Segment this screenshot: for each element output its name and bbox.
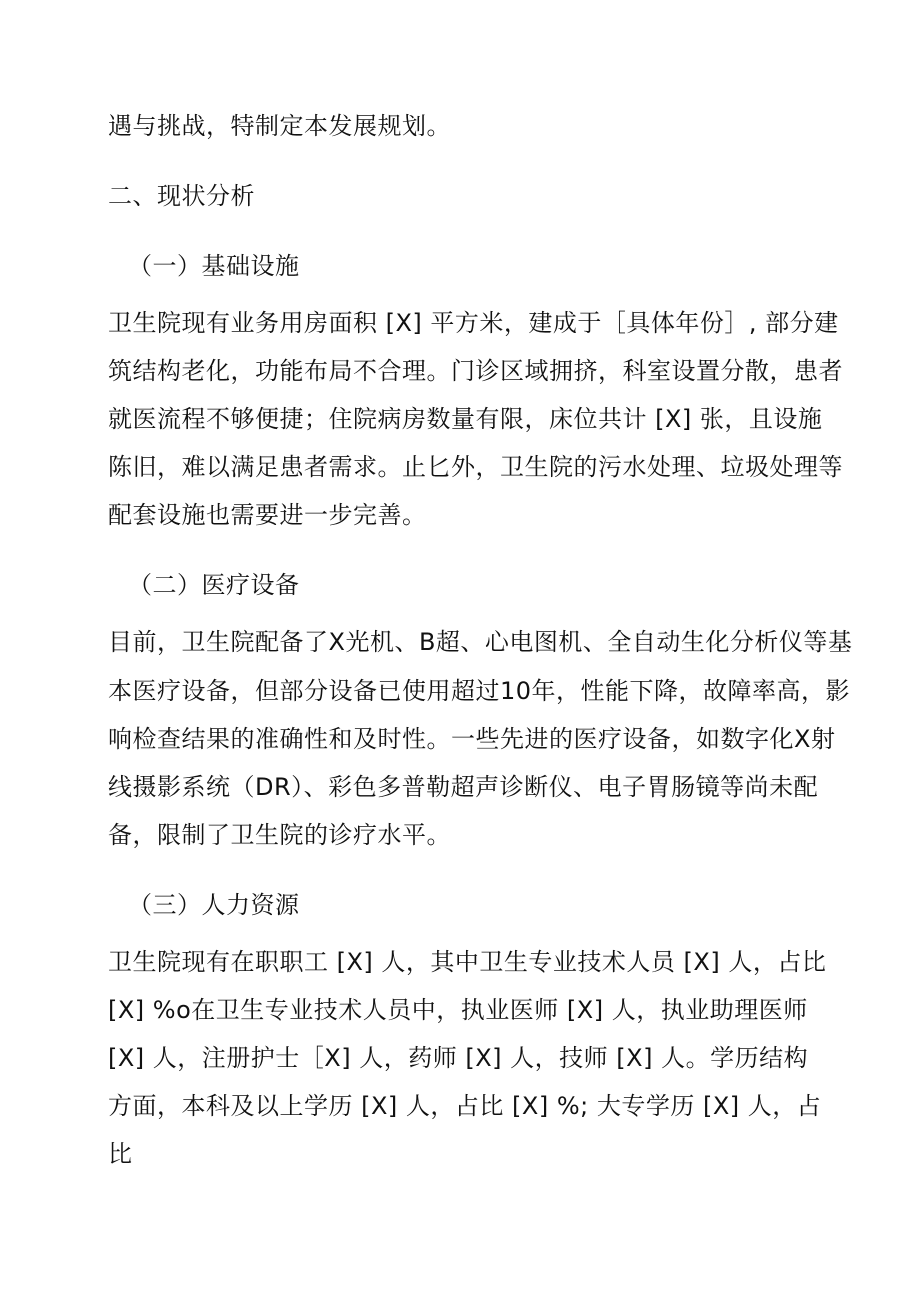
paragraph-line: 陈旧，难以满足患者需求。止匕外，卫生院的污水处理、垃圾处理等 <box>108 453 843 481</box>
paragraph-line: 响检查结果的准确性和及时性。一些先进的医疗设备，如数字化X射 <box>108 725 836 753</box>
paragraph-line: 线摄影系统（DR）、彩色多普勒超声诊断仪、电子胃肠镜等尚未配 <box>108 773 819 801</box>
paragraph-line: 就医流程不够便捷；住院病房数量有限，床位共计 [X] 张，且设施 <box>108 405 823 433</box>
paragraph-line: 卫生院现有在职职工 [X] 人，其中卫生专业技术人员 [X] 人，占比 <box>108 948 827 976</box>
paragraph-line: 筑结构老化，功能布局不合理。门诊区域拥挤，科室设置分散，患者 <box>108 357 843 385</box>
subsection-heading: （三）人力资源 <box>128 891 300 919</box>
subsection-heading: （一）基础设施 <box>128 252 300 280</box>
paragraph-line: [X] %o在卫生专业技术人员中，执业医师 [X] 人，执业助理医师 <box>108 996 808 1024</box>
paragraph-line: 方面，本科及以上学历 [X] 人，占比 [X] %; 大专学历 [X] 人，占 <box>108 1092 822 1120</box>
intro-tail-line: 遇与挑战，特制定本发展规划。 <box>108 112 451 140</box>
subsection-heading: （二）医疗设备 <box>128 571 300 599</box>
paragraph-line: 配套设施也需要进一步完善。 <box>108 501 427 529</box>
paragraph-line: 比 <box>108 1140 133 1168</box>
paragraph-line: 备，限制了卫生院的诊疗水平。 <box>108 821 451 849</box>
section-heading: 二、现状分析 <box>108 182 255 210</box>
paragraph-line: [X] 人，注册护士［X] 人，药师 [X] 人，技师 [X] 人。学历结构 <box>108 1044 809 1072</box>
paragraph-line: 目前，卫生院配备了X光机、B超、心电图机、全自动生化分析仪等基 <box>108 628 853 656</box>
paragraph-line: 本医疗设备，但部分设备已使用超过10年，性能下降，故障率高，影 <box>108 677 851 705</box>
paragraph-line: 卫生院现有业务用房面积 [X] 平方米，建成于［具体年份］, 部分建 <box>108 309 839 337</box>
